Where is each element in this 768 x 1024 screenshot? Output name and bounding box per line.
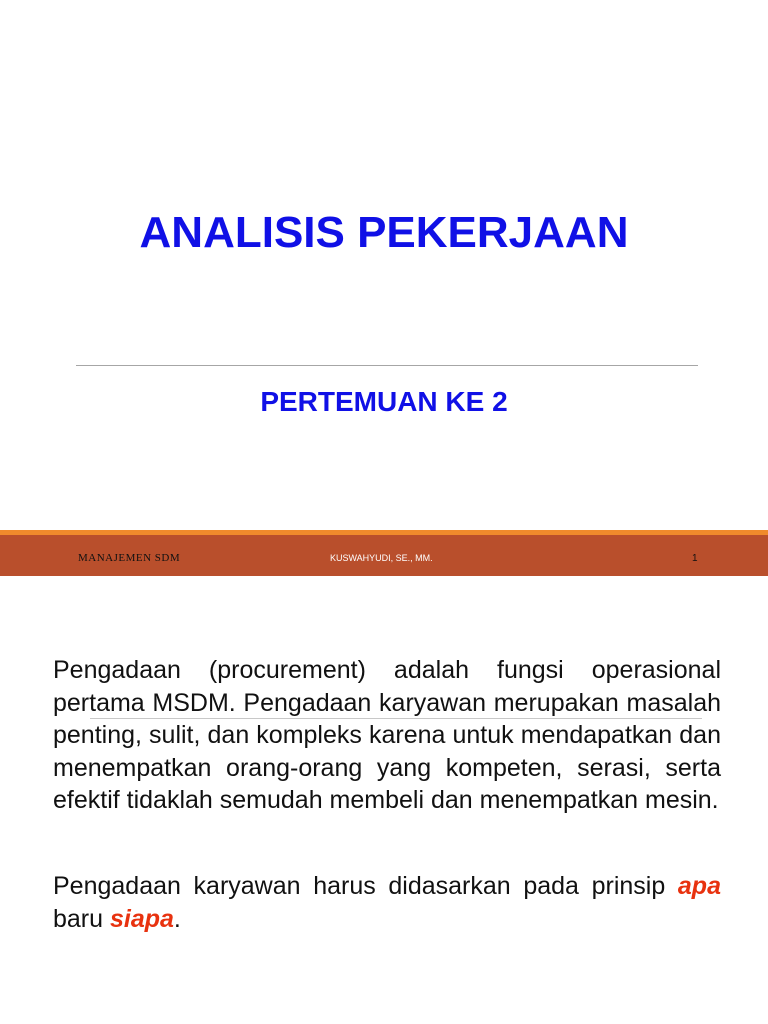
title-divider [76,365,698,366]
emphasis-siapa: siapa [109,904,174,933]
footer-page-number: 1 [692,553,698,564]
principle-text-part1: Pengadaan karyawan harus didasarkan pada prinsip [53,872,678,900]
principle-text-part2: baru [53,904,110,933]
slide-title: ANALISIS PEKERJAAN [139,208,629,257]
slide-subtitle: PERTEMUAN KE 2 [260,386,508,417]
footer-course-label: MANAJEMEN SDM [78,552,181,564]
paragraph-principle [53,870,721,935]
emphasis-apa: apa [677,872,721,900]
principle-text-part3: . [173,904,181,933]
footer-author-label: KUSWAHYUDI, SE., MM. [330,553,433,563]
paragraph-procurement: Pengadaan (procurement) adalah fungsi operasional pertama MSDM. Pengadaan karyawan merupakan masalah penting, sulit, dan kompleks karena untuk mendapatkan dan menempatkan orang-orang yang kompeten, serasi, serta efektif tidaklah semudah membeli dan menempatkan mesin. [53,656,721,814]
